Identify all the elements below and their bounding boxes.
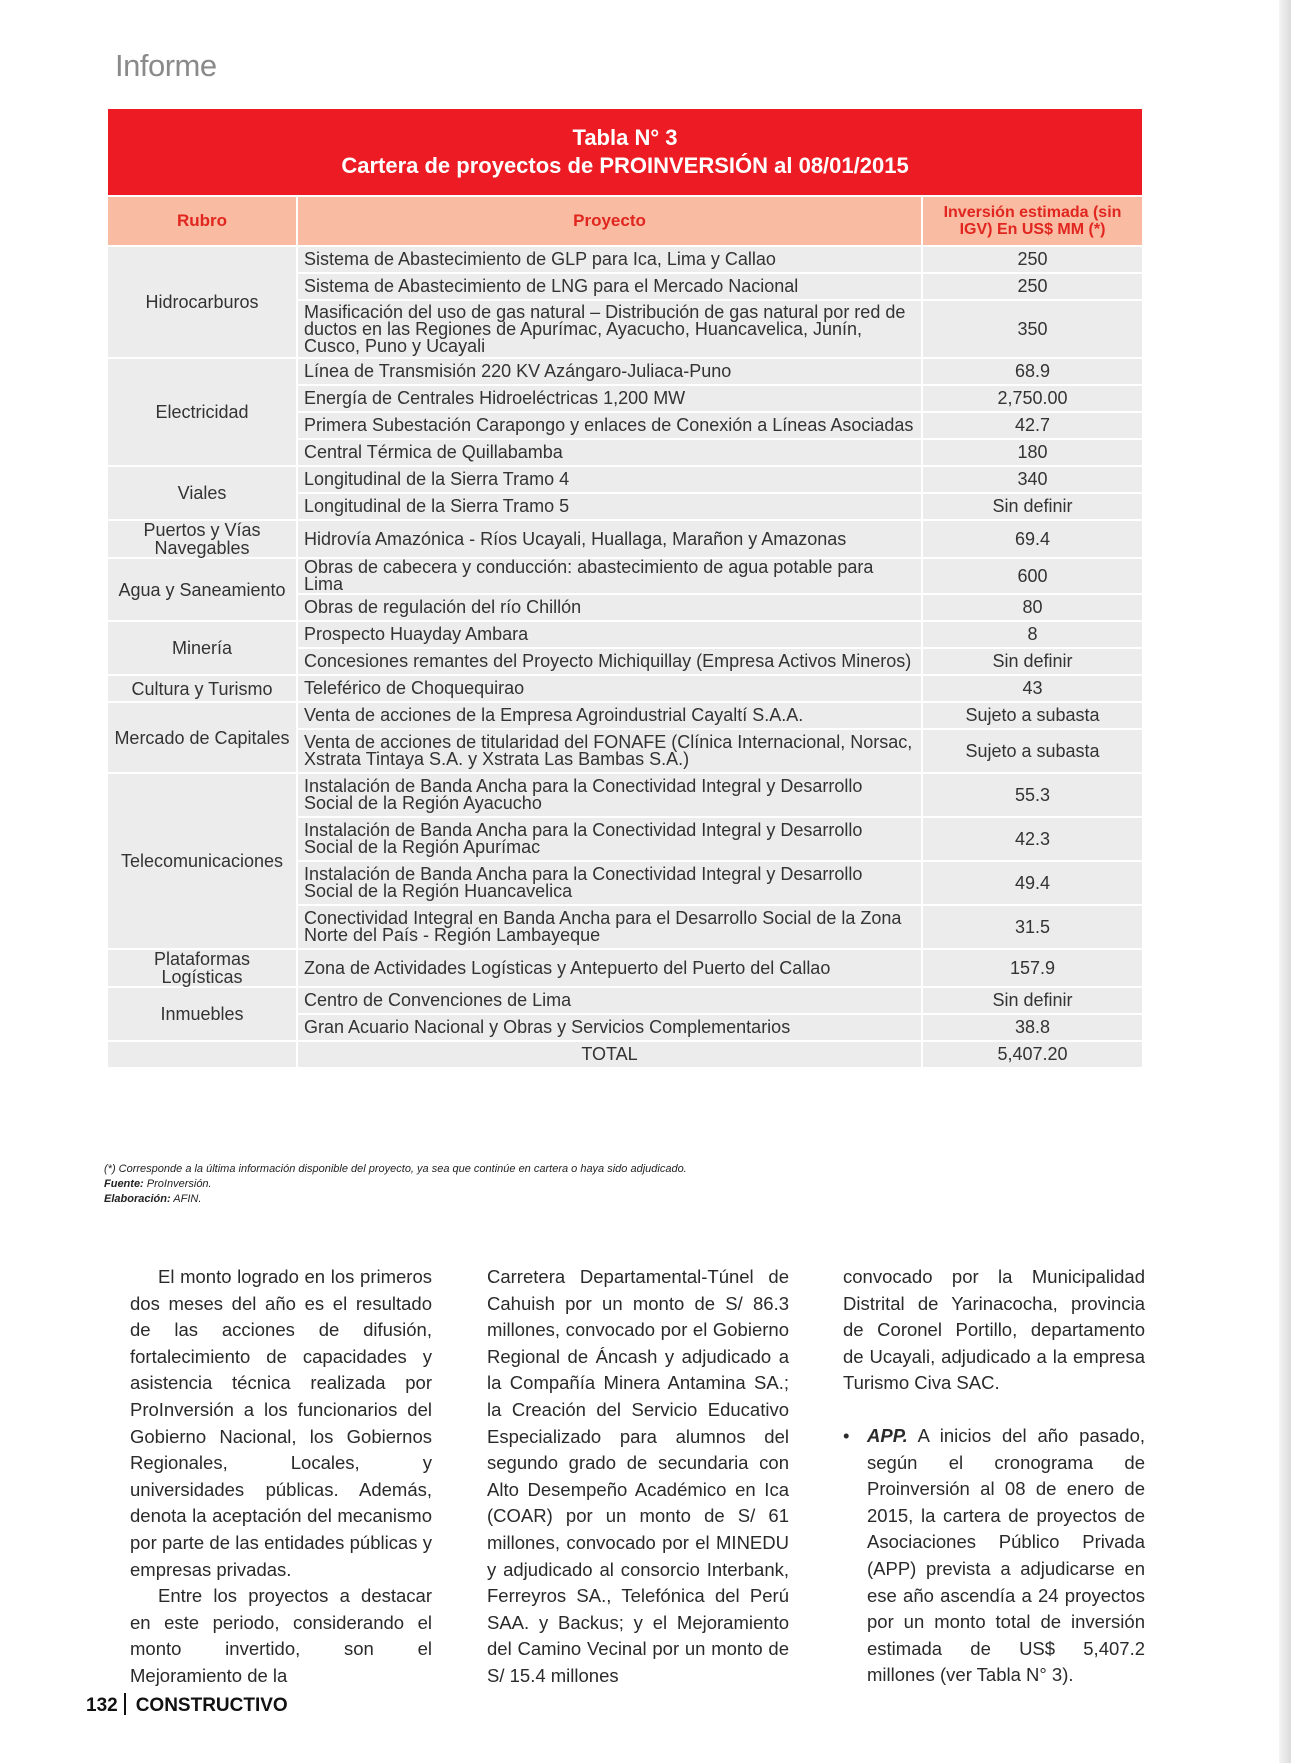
proyecto-cell: Concesiones remantes del Proyecto Michiquillay (Empresa Activos Mineros): [297, 648, 922, 675]
proyecto-cell: Primera Subestación Carapongo y enlaces de Conexión a Líneas Asociadas: [297, 412, 922, 439]
table-row: [107, 675, 1143, 702]
proyecto-cell: Zona de Actividades Logísticas y Antepuerto del Puerto del Callao: [297, 949, 922, 987]
proyecto-cell: Línea de Transmisión 220 KV Azángaro-Juliaca-Puno: [297, 358, 922, 385]
proyecto-cell: Energía de Centrales Hidroeléctricas 1,200 MW: [297, 385, 922, 412]
body-column-2: [487, 1264, 789, 1690]
inversion-cell: 68.9: [922, 358, 1143, 385]
inversion-cell: 69.4: [922, 520, 1143, 558]
table-title-line2: Cartera de proyectos de PROINVERSIÓN al 08/01/2015: [341, 153, 909, 178]
paragraph: El monto logrado en los primeros dos meses del año es el resultado de las acciones de difusión, fortalecimiento de capacidades y asistencia técnica realizada por ProInversión a los funcionarios del Gobierno Nacional, los Gobiernos Regionales, Locales, y universidades públicas. Además, denota la aceptación del mecanismo por parte de las entidades públicas y empresas privadas.: [130, 1266, 432, 1580]
proyecto-cell: Instalación de Banda Ancha para la Conectividad Integral y Desarrollo Social de la Región Ayacucho: [297, 773, 922, 817]
inversion-cell: Sin definir: [922, 648, 1143, 675]
rubro-cell: Puertos y Vías Navegables: [107, 520, 297, 558]
elaboration-label: Elaboración:: [104, 1193, 171, 1205]
inversion-cell: 42.3: [922, 817, 1143, 861]
proyecto-cell: Sistema de Abastecimiento de GLP para Ica, Lima y Callao: [297, 246, 922, 273]
inversion-cell: 250: [922, 273, 1143, 300]
column-header-proyecto: Proyecto: [297, 196, 922, 246]
table-title: [107, 108, 1143, 196]
page-edge-shadow: [1279, 0, 1291, 1763]
rubro-cell: Agua y Saneamiento: [107, 558, 297, 621]
inversion-cell: 42.7: [922, 412, 1143, 439]
proyecto-cell: Centro de Convenciones de Lima: [297, 987, 922, 1014]
inversion-cell: Sujeto a subasta: [922, 702, 1143, 729]
elaboration-line: [104, 1192, 687, 1207]
section-header: Informe: [115, 48, 217, 83]
rubro-cell: Telecomunicaciones: [107, 773, 297, 949]
page-footer: [86, 1693, 288, 1717]
proyecto-cell: Venta de acciones de la Empresa Agroindustrial Cayaltí S.A.A.: [297, 702, 922, 729]
proyecto-cell: Gran Acuario Nacional y Obras y Servicios Complementarios: [297, 1014, 922, 1041]
rubro-cell: Plataformas Logísticas: [107, 949, 297, 987]
proyecto-cell: Teleférico de Choquequirao: [297, 675, 922, 702]
inversion-cell: 157.9: [922, 949, 1143, 987]
proyecto-cell: Sistema de Abastecimiento de LNG para el Mercado Nacional: [297, 273, 922, 300]
total-label: TOTAL: [297, 1041, 922, 1068]
footnote: (*) Corresponde a la última información disponible del proyecto, ya sea que continúe en cartera o haya sido adjudicado.: [104, 1163, 687, 1175]
paragraph: Carretera Departamental-Túnel de Cahuish por un monto de S/ 86.3 millones, convocado por el Gobierno Regional de Áncash y adjudicado a la Compañía Minera Antamina SA.; la Creación del Servicio Educativo Especializado para alumnos del segundo grado de secundaria con Alto Desempeño Académico en Ica (COAR) por un monto de S/ 61 millones, convocado por el MINEDU y adjudicado al consorcio Interbank, Ferreyros SA., Telefónica del Perú SAA. y Backus; y el Mejoramiento del Camino Vecinal por un monto de S/ 15.4 millones: [487, 1266, 789, 1686]
column-header-inversion: Inversión estimada (sin IGV) En US$ MM (*): [922, 196, 1143, 246]
proyecto-cell: Central Térmica de Quillabamba: [297, 439, 922, 466]
inversion-cell: Sin definir: [922, 987, 1143, 1014]
elaboration-value: AFIN.: [173, 1193, 202, 1205]
rubro-cell: Cultura y Turismo: [107, 675, 297, 702]
table-title-line1: Tabla N° 3: [572, 125, 678, 150]
inversion-cell: 43: [922, 675, 1143, 702]
inversion-cell: Sujeto a subasta: [922, 729, 1143, 773]
page-number: 132: [86, 1695, 118, 1716]
projects-table: [106, 107, 1144, 1069]
table-row: [107, 466, 1143, 493]
inversion-cell: 600: [922, 558, 1143, 594]
proyecto-cell: Instalación de Banda Ancha para la Conectividad Integral y Desarrollo Social de la Región Apurímac: [297, 817, 922, 861]
paragraph: Entre los proyectos a destacar en este periodo, considerando el monto invertido, son el Mejoramiento de la: [130, 1585, 432, 1686]
bullet-label: APP.: [867, 1424, 908, 1446]
source-value: ProInversión.: [146, 1178, 212, 1190]
footer-divider: [124, 1693, 126, 1715]
inversion-cell: 55.3: [922, 773, 1143, 817]
rubro-cell: Electricidad: [107, 358, 297, 466]
body-column-1: [130, 1264, 432, 1690]
proyecto-cell: Conectividad Integral en Banda Ancha para el Desarrollo Social de la Zona Norte del País - Región Lambayeque: [297, 905, 922, 949]
bullet-dot-icon: •: [843, 1424, 850, 1446]
bullet-text: A inicios del año pasado, según el cronograma de Proinversión al 08 de enero de 2015, la cartera de proyectos de Asociaciones Público Privada (APP) prevista a adjudicarse en ese año ascendía a 24 proyectos por un monto total de inversión estimada de US$ 5,407.2 millones (ver Tabla N° 3).: [867, 1424, 1145, 1686]
table-row: [107, 702, 1143, 729]
table-row: [107, 520, 1143, 558]
proyecto-cell: Instalación de Banda Ancha para la Conectividad Integral y Desarrollo Social de la Región Huancavelica: [297, 861, 922, 905]
table-row: [107, 987, 1143, 1014]
rubro-cell: Mercado de Capitales: [107, 702, 297, 773]
proyecto-cell: Venta de acciones de titularidad del FONAFE (Clínica Internacional, Norsac, Xstrata Tintaya S.A. y Xstrata Las Bambas S.A.): [297, 729, 922, 773]
inversion-cell: 31.5: [922, 905, 1143, 949]
total-row: [107, 1041, 1143, 1068]
inversion-cell: 80: [922, 594, 1143, 621]
table-row: [107, 246, 1143, 273]
table-row: [107, 773, 1143, 817]
rubro-cell: Inmuebles: [107, 987, 297, 1041]
table-notes: [104, 1162, 687, 1207]
inversion-cell: 38.8: [922, 1014, 1143, 1041]
inversion-cell: 350: [922, 300, 1143, 358]
inversion-cell: 250: [922, 246, 1143, 273]
table-row: [107, 621, 1143, 648]
rubro-cell: Minería: [107, 621, 297, 675]
source-line: [104, 1177, 687, 1192]
total-value: 5,407.20: [922, 1041, 1143, 1068]
inversion-cell: Sin definir: [922, 493, 1143, 520]
projects-table-container: [106, 107, 1142, 1069]
table-row: [107, 558, 1143, 594]
proyecto-cell: Longitudinal de la Sierra Tramo 5: [297, 493, 922, 520]
proyecto-cell: Longitudinal de la Sierra Tramo 4: [297, 466, 922, 493]
proyecto-cell: Prospecto Huayday Ambara: [297, 621, 922, 648]
table-row: [107, 949, 1143, 987]
inversion-cell: 49.4: [922, 861, 1143, 905]
proyecto-cell: Hidrovía Amazónica - Ríos Ucayali, Huallaga, Marañon y Amazonas: [297, 520, 922, 558]
column-header-rubro: Rubro: [107, 196, 297, 246]
inversion-cell: 340: [922, 466, 1143, 493]
inversion-cell: 8: [922, 621, 1143, 648]
magazine-name: CONSTRUCTIVO: [135, 1695, 288, 1716]
table-body: [107, 246, 1143, 1068]
proyecto-cell: Obras de regulación del río Chillón: [297, 594, 922, 621]
rubro-cell: Viales: [107, 466, 297, 520]
table-row: [107, 358, 1143, 385]
inversion-cell: 180: [922, 439, 1143, 466]
paragraph: convocado por la Municipalidad Distrital de Yarinacocha, provincia de Coronel Portillo, departamento de Ucayali, adjudicado a la empresa Turismo Civa SAC.: [843, 1266, 1145, 1394]
rubro-cell: Hidrocarburos: [107, 246, 297, 358]
proyecto-cell: Obras de cabecera y conducción: abastecimiento de agua potable para Lima: [297, 558, 922, 594]
bullet-item-app: [843, 1423, 1145, 1689]
source-label: Fuente:: [104, 1178, 144, 1190]
total-empty-cell: [107, 1041, 297, 1068]
body-column-3: [843, 1264, 1145, 1689]
inversion-cell: 2,750.00: [922, 385, 1143, 412]
proyecto-cell: Masificación del uso de gas natural – Distribución de gas natural por red de ductos en las Regiones de Apurímac, Ayacucho, Huancavelica, Junín, Cusco, Puno y Ucayali: [297, 300, 922, 358]
